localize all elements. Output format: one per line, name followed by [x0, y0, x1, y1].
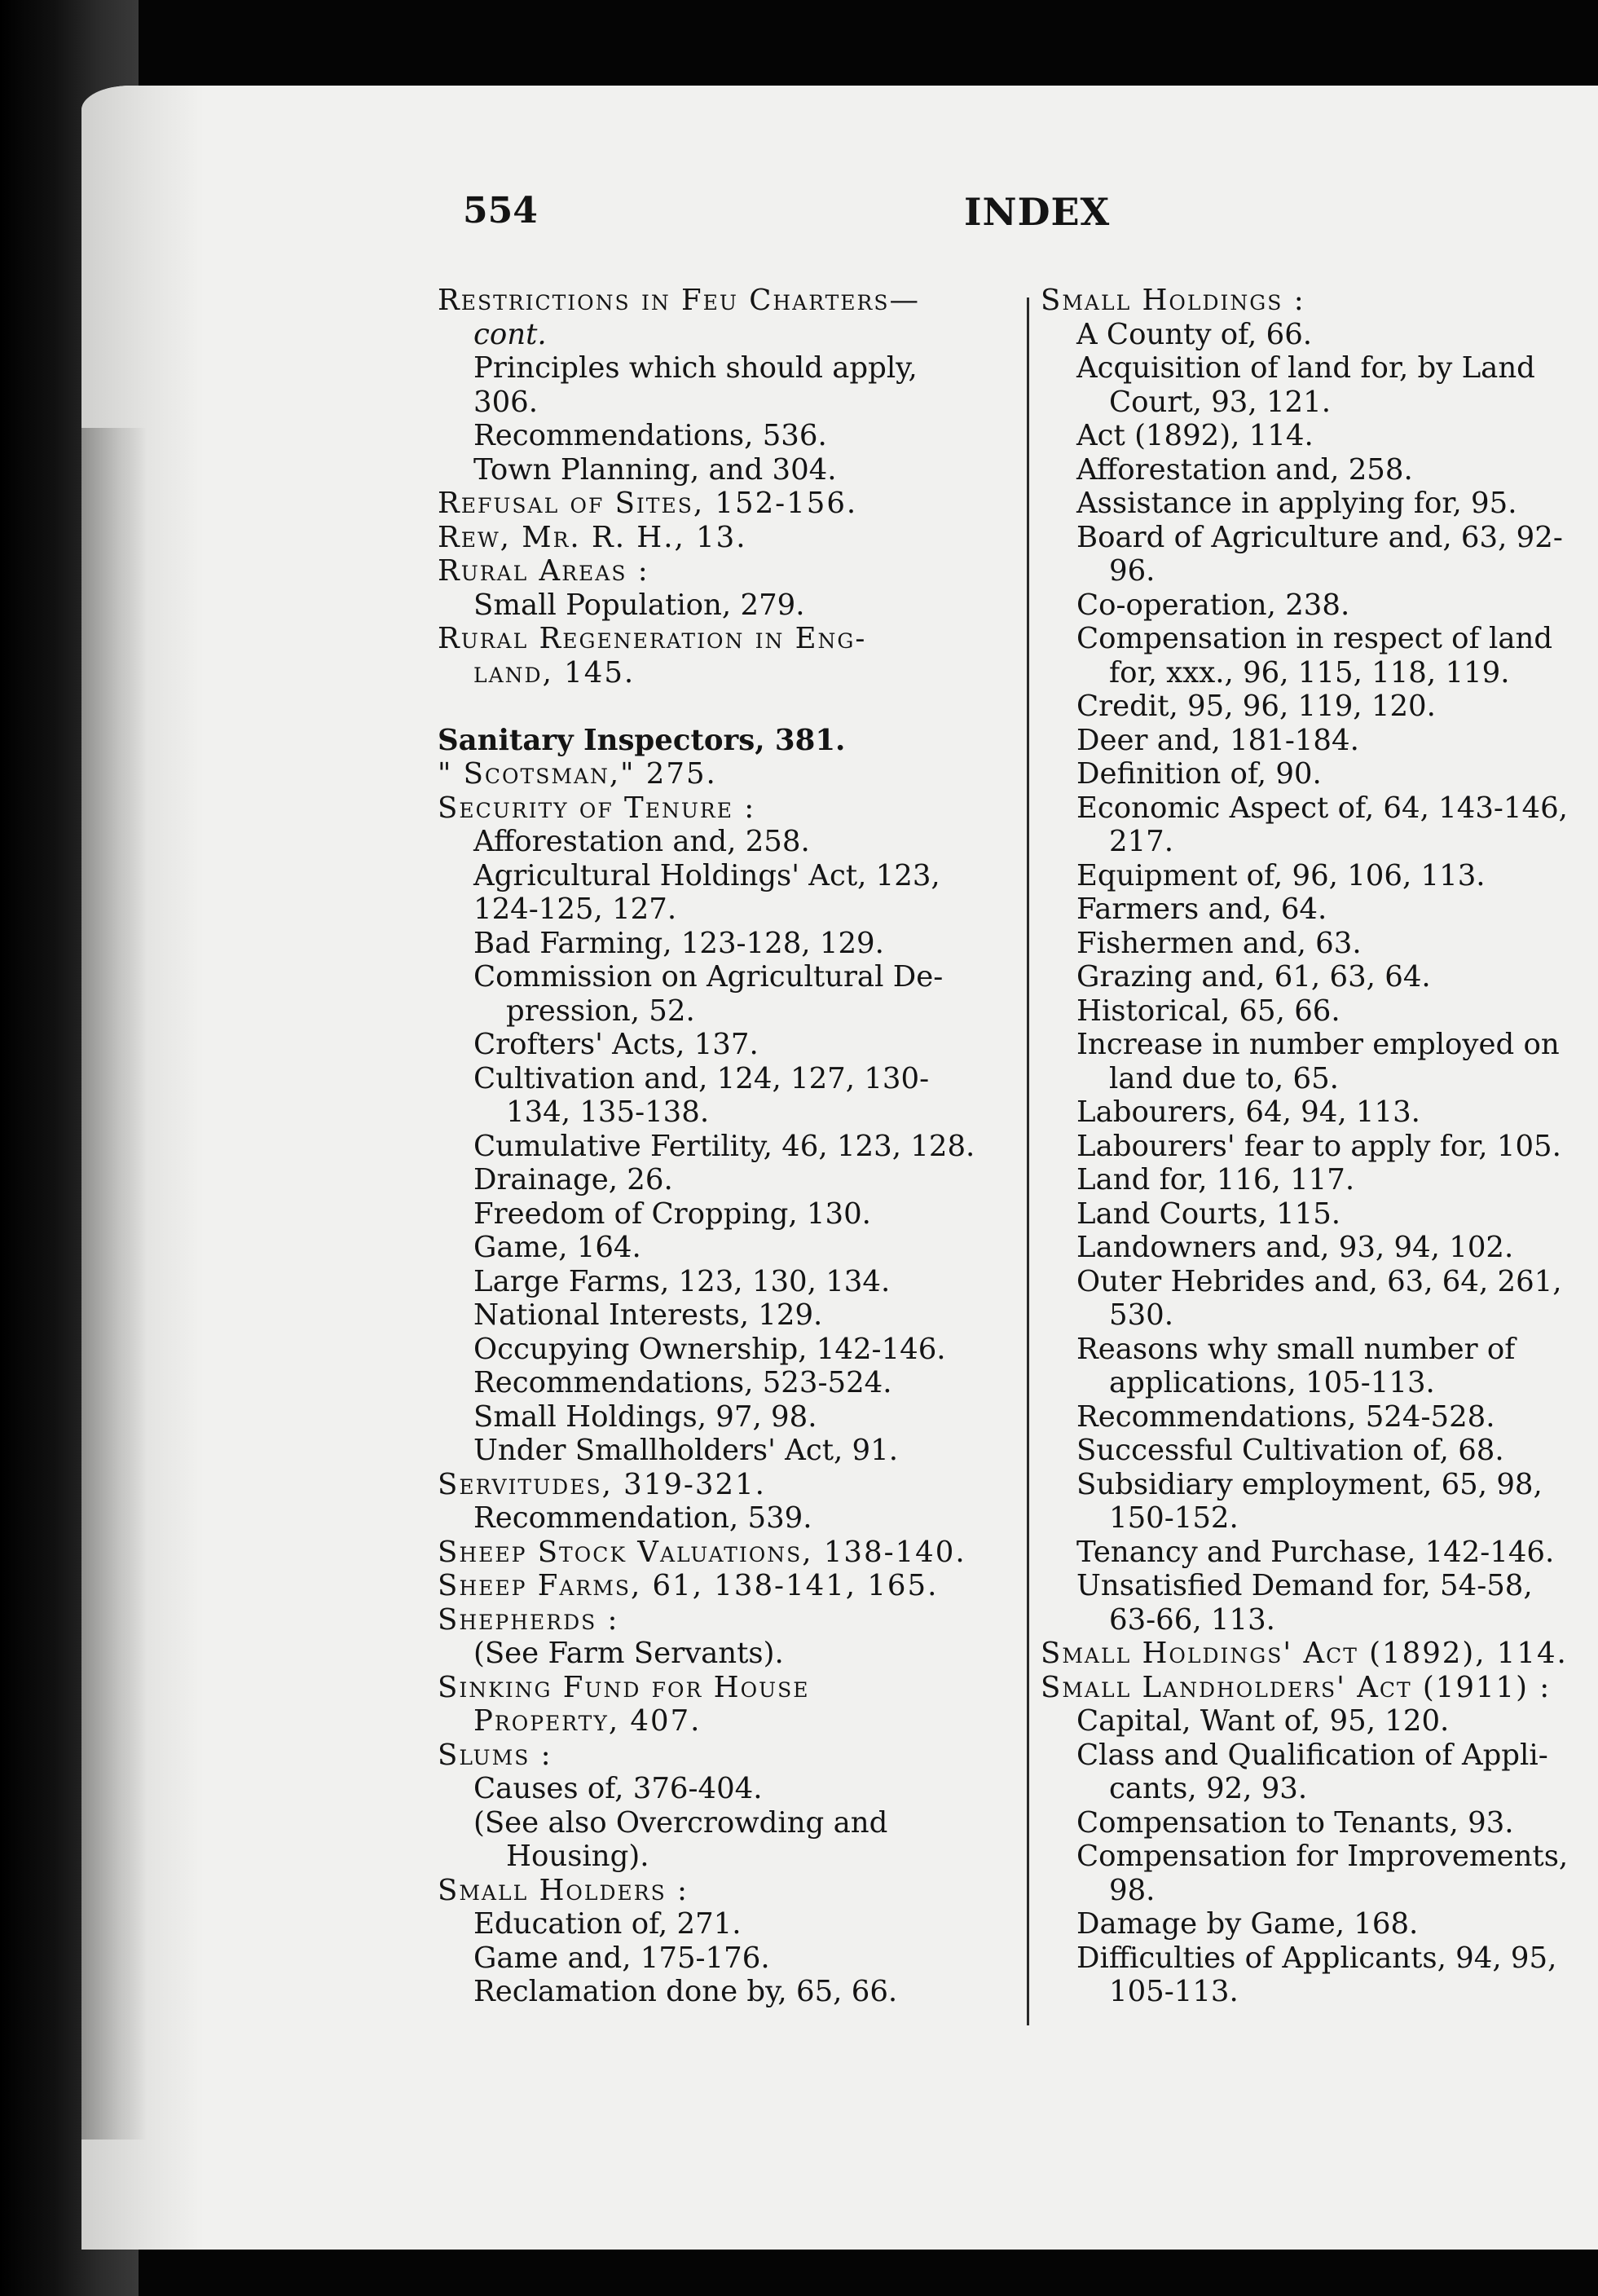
index-entry: 105-113.	[1109, 1975, 1239, 2008]
index-entry: Difficulties of Applicants, 94, 95,	[1076, 1941, 1557, 1975]
index-entry: Board of Agriculture and, 63, 92-	[1076, 520, 1563, 554]
index-entry: Unsatisfied Demand for, 54-58,	[1076, 1569, 1533, 1602]
index-entry: 530.	[1109, 1298, 1174, 1332]
index-entry: (See Farm Servants).	[473, 1637, 784, 1670]
page-gutter-shadow	[81, 428, 147, 2140]
index-entry: for, xxx., 96, 115, 118, 119.	[1109, 655, 1510, 690]
index-entry: Increase in number employed on	[1076, 1028, 1560, 1061]
index-entry: Restrictions in Feu Charters—	[438, 284, 920, 317]
index-entry: Security of Tenure :	[438, 791, 756, 825]
index-entry: Successful Cultivation of, 68.	[1076, 1434, 1504, 1467]
index-entry: Subsidiary employment, 65, 98,	[1076, 1467, 1543, 1501]
index-entry: Recommendations, 524-528.	[1076, 1399, 1495, 1434]
index-entry: Slums :	[438, 1738, 552, 1772]
index-entry: Fishermen and, 63.	[1076, 926, 1362, 960]
index-entry: Recommendation, 539.	[473, 1501, 812, 1535]
index-entry: Afforestation and, 258.	[1076, 452, 1413, 487]
index-entry: Bad Farming, 123-128, 129.	[473, 926, 884, 960]
index-entry: Under Smallholders' Act, 91.	[473, 1434, 898, 1467]
index-entry: Damage by Game, 168.	[1076, 1907, 1419, 1941]
page-number: 554	[463, 190, 538, 231]
index-entry: 217.	[1109, 825, 1174, 858]
index-entry: 124-125, 127.	[473, 892, 677, 926]
index-entry: Grazing and, 61, 63, 64.	[1076, 960, 1431, 994]
index-entry: Property, 407.	[473, 1704, 702, 1738]
index-entry: Economic Aspect of, 64, 143-146,	[1076, 791, 1568, 825]
index-entry: Credit, 95, 96, 119, 120.	[1076, 690, 1436, 723]
index-entry: Small Population, 279.	[473, 588, 805, 622]
index-entry: (See also Overcrowding and	[473, 1805, 888, 1840]
index-entry: Equipment of, 96, 106, 113.	[1076, 858, 1486, 892]
index-entry: Sheep Stock Valuations, 138-140.	[438, 1535, 966, 1569]
index-entry: A County of, 66.	[1076, 317, 1313, 351]
index-entry: Capital, Want of, 95, 120.	[1076, 1704, 1450, 1738]
index-entry: Housing).	[506, 1840, 649, 1873]
index-entry: Refusal of Sites, 152-156.	[438, 487, 858, 520]
page-header	[81, 190, 1598, 255]
index-column-left	[438, 284, 1073, 2009]
index-entry: Small Holders :	[438, 1873, 689, 1907]
book-page	[81, 86, 1598, 2250]
index-entry: Cumulative Fertility, 46, 123, 128.	[473, 1129, 975, 1163]
index-entry: pression, 52.	[506, 994, 695, 1028]
index-entry: Sanitary Inspectors, 381.	[438, 723, 846, 757]
index-entry: Outer Hebrides and, 63, 64, 261,	[1076, 1264, 1562, 1298]
index-entry: Rew, Mr. R. H., 13.	[438, 520, 747, 554]
index-entry: Game and, 175-176.	[473, 1941, 770, 1975]
index-entry: Drainage, 26.	[473, 1163, 673, 1196]
index-entry: Game, 164.	[473, 1231, 641, 1264]
index-entry: Labourers, 64, 94, 113.	[1076, 1095, 1420, 1129]
index-entry: Compensation to Tenants, 93.	[1076, 1805, 1514, 1840]
index-entry: Recommendations, 536.	[473, 419, 827, 452]
index-entry: Education of, 271.	[473, 1907, 742, 1941]
index-entry: Labourers' fear to apply for, 105.	[1076, 1129, 1561, 1163]
index-entry: Farmers and, 64.	[1076, 892, 1327, 926]
index-entry: Acquisition of land for, by Land	[1076, 351, 1535, 385]
index-entry: Crofters' Acts, 137.	[473, 1028, 759, 1061]
column-divider	[1027, 297, 1029, 2025]
index-entry: Occupying Ownership, 142-146.	[473, 1332, 946, 1366]
index-entry: Assistance in applying for, 95.	[1076, 487, 1517, 520]
index-gap	[438, 690, 1073, 724]
index-entry: National Interests, 129.	[473, 1298, 823, 1332]
index-entry: Historical, 65, 66.	[1076, 994, 1340, 1028]
index-entry: Deer and, 181-184.	[1076, 723, 1359, 757]
index-entry: 134, 135-138.	[506, 1095, 710, 1129]
index-entry: 150-152.	[1109, 1501, 1239, 1535]
index-entry: Reasons why small number of	[1076, 1332, 1516, 1366]
index-entry: Cultivation and, 124, 127, 130-	[473, 1061, 930, 1095]
index-entry: Servitudes, 319-321.	[438, 1467, 766, 1501]
index-column-right	[1041, 284, 1598, 2009]
index-entry: 306.	[473, 385, 539, 419]
index-entry: Principles which should apply,	[473, 351, 918, 385]
index-entry: Landowners and, 93, 94, 102.	[1076, 1231, 1514, 1264]
index-entry: Sheep Farms, 61, 138-141, 165.	[438, 1569, 939, 1602]
index-entry: Compensation in respect of land	[1076, 622, 1553, 655]
index-entry: Compensation for Improvements,	[1076, 1840, 1569, 1873]
index-entry: Rural Regeneration in Eng-	[438, 622, 867, 655]
index-entry: Causes of, 376-404.	[473, 1772, 763, 1805]
index-entry: Tenancy and Purchase, 142-146.	[1076, 1535, 1555, 1569]
index-entry: Recommendations, 523-524.	[473, 1366, 892, 1399]
index-entry: Class and Qualification of Appli-	[1076, 1738, 1548, 1772]
index-entry: cants, 92, 93.	[1109, 1772, 1308, 1805]
index-entry: Small Holdings :	[1041, 284, 1305, 317]
index-entry: Town Planning, and 304.	[473, 452, 837, 487]
index-entry: Small Holdings' Act (1892), 114.	[1041, 1637, 1568, 1670]
index-entry: Definition of, 90.	[1076, 757, 1322, 791]
index-entry: Rural Areas :	[438, 554, 649, 588]
index-entry: Co-operation, 238.	[1076, 588, 1350, 622]
index-entry: Sinking Fund for House	[438, 1670, 810, 1704]
index-entry: Court, 93, 121.	[1109, 385, 1331, 419]
index-entry: Shepherds :	[438, 1602, 619, 1637]
index-entry: Afforestation and, 258.	[473, 825, 810, 858]
index-entry: " Scotsman," 275.	[438, 757, 717, 791]
index-entry: land due to, 65.	[1109, 1061, 1339, 1095]
index-entry: Act (1892), 114.	[1076, 419, 1314, 452]
index-entry: Land for, 116, 117.	[1076, 1163, 1355, 1196]
index-entry: applications, 105-113.	[1109, 1366, 1435, 1399]
index-entry: land, 145.	[473, 655, 636, 690]
running-title: INDEX	[964, 190, 1111, 234]
index-entry: Freedom of Cropping, 130.	[473, 1196, 871, 1231]
index-entry: 98.	[1109, 1873, 1156, 1907]
index-entry: Reclamation done by, 65, 66.	[473, 1975, 898, 2008]
index-entry: Small Holdings, 97, 98.	[473, 1399, 817, 1434]
index-entry: Small Landholders' Act (1911) :	[1041, 1670, 1552, 1704]
index-entry: 63-66, 113.	[1109, 1602, 1275, 1637]
index-entry: Agricultural Holdings' Act, 123,	[473, 858, 940, 892]
index-entry: Land Courts, 115.	[1076, 1196, 1341, 1231]
index-entry: Commission on Agricultural De-	[473, 960, 944, 994]
index-entry: Large Farms, 123, 130, 134.	[473, 1264, 891, 1298]
index-entry: 96.	[1109, 554, 1156, 588]
index-entry: cont.	[473, 317, 547, 351]
